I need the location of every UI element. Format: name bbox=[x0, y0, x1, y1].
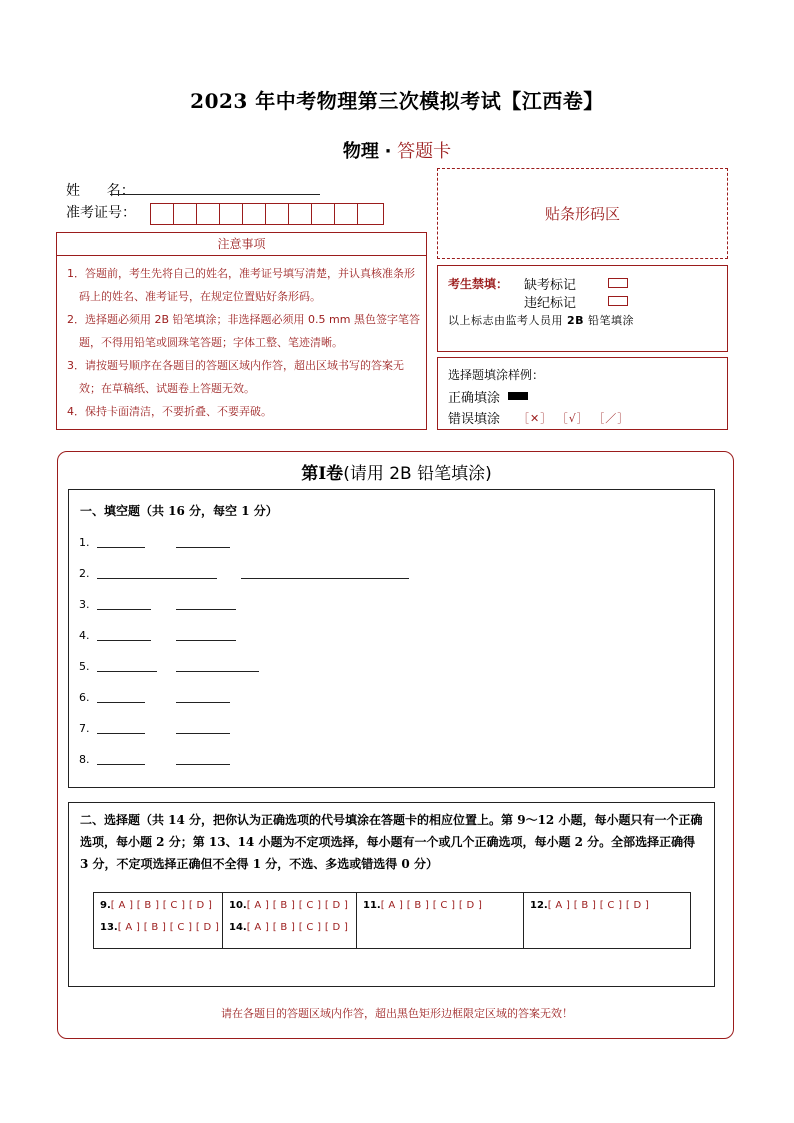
id-cell[interactable] bbox=[357, 203, 384, 225]
fill-row-number: 3. bbox=[79, 598, 90, 611]
fill-sample-box bbox=[437, 357, 728, 430]
fill-row-number: 1. bbox=[79, 536, 90, 549]
absent-mark-label: 缺考标记 bbox=[524, 278, 577, 293]
answer-blank[interactable] bbox=[176, 764, 230, 765]
correct-fill-label: 正确填涂 bbox=[448, 391, 501, 406]
mc-question[interactable]: 11.[ A ] [ B ] [ C ] [ D ] bbox=[363, 900, 483, 911]
id-cell[interactable] bbox=[196, 203, 220, 225]
answer-blank[interactable] bbox=[176, 609, 236, 610]
sample-title: 选择题填涂样例： bbox=[448, 368, 545, 382]
fill-row-number: 4. bbox=[79, 629, 90, 642]
fill-row-number: 8. bbox=[79, 753, 90, 766]
name-field[interactable] bbox=[110, 194, 320, 195]
candidate-forbidden-box bbox=[437, 265, 728, 352]
mc-question[interactable]: 9.[ A ] [ B ] [ C ] [ D ] bbox=[100, 900, 213, 911]
answer-blank[interactable] bbox=[97, 640, 151, 641]
answer-blank[interactable] bbox=[97, 547, 145, 548]
answer-blank[interactable] bbox=[97, 671, 157, 672]
notice-item: 1．答题前，考生先将自己的姓名，准考证号填写清楚，并认真核准条形码上的姓名、准考证号，在规定位置贴好条形码。 bbox=[67, 267, 415, 303]
answer-blank[interactable] bbox=[176, 547, 230, 548]
fill-blank-box bbox=[68, 489, 715, 788]
absent-mark-box[interactable] bbox=[608, 278, 628, 288]
notice-title: 注意事项 bbox=[57, 233, 426, 256]
footer-warning: 请在各题目的答题区域内作答，超出黑色矩形边框限定区域的答案无效！ bbox=[221, 1007, 573, 1020]
answer-card-subtitle bbox=[0, 137, 794, 163]
forbid-label: 考生禁填： bbox=[448, 277, 509, 291]
id-cell[interactable] bbox=[311, 203, 335, 225]
wrong-fill-label: 错误填涂 bbox=[448, 412, 501, 427]
subtitle-dot: · bbox=[384, 141, 392, 162]
answer-blank[interactable] bbox=[97, 764, 145, 765]
notice-item: 4．保持卡面清洁，不要折叠、不要弄破。 bbox=[67, 405, 272, 418]
id-number-cells[interactable] bbox=[150, 203, 383, 225]
answer-blank[interactable] bbox=[241, 578, 409, 579]
correct-fill-mark bbox=[508, 392, 528, 400]
mc-question[interactable]: 10.[ A ] [ B ] [ C ] [ D ] bbox=[229, 900, 349, 911]
id-cell[interactable] bbox=[219, 203, 243, 225]
notice-item: 2．选择题必须用 2B 铅笔填涂；非选择题必须用 0.5 mm 黑色签字笔答题，不得用铅笔或圆珠笔答题；字体工整、笔迹清晰。 bbox=[67, 313, 420, 349]
forbid-note: 以上标志由监考人员用 2B 铅笔填涂 bbox=[448, 314, 635, 327]
mc-column bbox=[524, 893, 690, 948]
answer-blank[interactable] bbox=[176, 702, 230, 703]
fill-row-number: 6. bbox=[79, 691, 90, 704]
mc-column bbox=[94, 893, 223, 948]
fill-row-number: 2. bbox=[79, 567, 90, 580]
violation-mark-box[interactable] bbox=[608, 296, 628, 306]
id-cell[interactable] bbox=[173, 203, 197, 225]
violation-mark-label: 违纪标记 bbox=[524, 296, 577, 311]
id-cell[interactable] bbox=[150, 203, 174, 225]
barcode-label: 贴条形码区 bbox=[544, 205, 620, 223]
answer-blank[interactable] bbox=[97, 609, 151, 610]
notice-box bbox=[56, 232, 427, 430]
answer-blank[interactable] bbox=[97, 733, 145, 734]
id-cell[interactable] bbox=[288, 203, 312, 225]
id-cell[interactable] bbox=[265, 203, 289, 225]
multiple-choice-box bbox=[68, 802, 715, 987]
section-title: 第Ⅰ卷(请用 2B 铅笔填涂) bbox=[301, 464, 492, 484]
mc-question[interactable]: 14.[ A ] [ B ] [ C ] [ D ] bbox=[229, 922, 349, 933]
name-label: 姓 名： bbox=[66, 183, 135, 199]
fill-row-number: 5. bbox=[79, 660, 90, 673]
card-label: 答题卡 bbox=[397, 141, 452, 162]
exam-title: 2023 年中考物理第三次模拟考试【江西卷】 bbox=[190, 89, 604, 113]
fill-row-number: 7. bbox=[79, 722, 90, 735]
answer-blank[interactable] bbox=[176, 640, 236, 641]
id-cell[interactable] bbox=[242, 203, 266, 225]
answer-blank[interactable] bbox=[97, 578, 217, 579]
fill-heading: 一、填空题（共 16 分，每空 1 分） bbox=[80, 504, 278, 518]
answer-blank[interactable] bbox=[176, 733, 230, 734]
mc-question[interactable]: 12.[ A ] [ B ] [ C ] [ D ] bbox=[530, 900, 650, 911]
subject-label: 物理 bbox=[342, 141, 379, 162]
mc-answer-grid bbox=[93, 892, 691, 949]
id-label: 准考证号： bbox=[66, 205, 136, 221]
mc-column bbox=[357, 893, 524, 948]
mc-question[interactable]: 13.[ A ] [ B ] [ C ] [ D ] bbox=[100, 922, 220, 933]
wrong-fill-marks: ［✕］ ［√］ ［／］ bbox=[518, 412, 630, 425]
mc-instructions: 二、选择题（共 14 分，把你认为正确选项的代号填涂在答题卡的相应位置上。第 9～12 小题，每小题只有一个正确选项，每小题 2 分；第 13、14 小题为不定项选择，每小题有一个或几个正确选项，每小题 2 分。全部选择正确得 3 分，不定项选择正确但不全得 1 分，不选、多选或错选得 0 分） bbox=[80, 813, 703, 871]
notice-item: 3．请按题号顺序在各题目的答题区域内作答，超出区域书写的答案无效；在草稿纸、试题卷上答题无效。 bbox=[67, 359, 404, 395]
answer-blank[interactable] bbox=[97, 702, 145, 703]
id-cell[interactable] bbox=[334, 203, 358, 225]
barcode-area bbox=[437, 168, 728, 259]
mc-column bbox=[223, 893, 357, 948]
answer-blank[interactable] bbox=[176, 671, 259, 672]
